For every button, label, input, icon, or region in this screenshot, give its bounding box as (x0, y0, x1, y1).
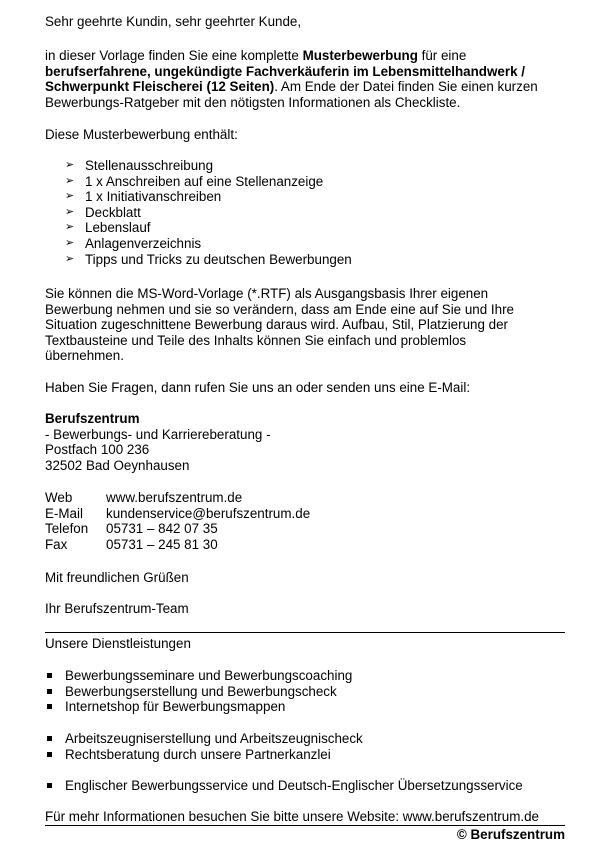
closing: Mit freundlichen Grüßen (45, 570, 189, 585)
usage-line: Situation zugeschnittene Bewerbung daraus wird. Aufbau, Stil, Platzierung der (45, 317, 509, 333)
contact-row-fax (45, 537, 565, 553)
usage-line: übernehmen. (45, 348, 124, 364)
intro-bold-profile: berufserfahrene, ungekündigte Fachverkäuferin im Lebensmittelhandwerk / (45, 63, 525, 79)
intro-bold-term: Musterbewerbung (302, 48, 418, 63)
arrow-bullet-icon: ➢ (65, 236, 75, 249)
company-name: Berufszentrum (45, 411, 140, 426)
square-bullet-icon (47, 752, 52, 757)
intro-text: . Am Ende der Datei finden Sie einen kurzen (274, 79, 538, 95)
services-list-1 (45, 668, 565, 715)
contact-email-link[interactable]: kundenservice@berufszentrum.de (106, 505, 311, 521)
usage-line: Sie können die MS-Word-Vorlage (*.RTF) als Ausgangsbasis Ihrer eigenen (45, 286, 489, 301)
contact-web-link[interactable]: www.berufszentrum.de (106, 490, 243, 505)
address-block (45, 411, 565, 473)
footer-info: Für mehr Informationen besuchen Sie bitte unsere Website: www.berufszentrum.de (45, 809, 539, 824)
contents-list (45, 158, 565, 267)
square-bullet-icon (47, 704, 52, 709)
postbox: Postfach 100 236 (45, 442, 150, 458)
intro-line-1 (45, 48, 565, 64)
salutation: Sehr geehrte Kundin, sehr geehrter Kunde, (45, 14, 302, 29)
contact-table (45, 490, 565, 552)
list-item: ➢ Tipps und Tricks zu deutschen Bewerbungen (65, 251, 352, 267)
square-bullet-icon (47, 689, 52, 694)
contents-heading: Diese Musterbewerbung enthält: (45, 127, 238, 142)
contact-phone: 05731 – 842 07 35 (106, 521, 218, 537)
services-heading: Unsere Dienstleistungen (45, 636, 191, 651)
signature: Ihr Berufszentrum-Team (45, 601, 189, 616)
intro-text: für eine (417, 48, 467, 63)
services-list-2 (45, 731, 565, 762)
contact-label: E-Mail (45, 505, 83, 521)
contact-label: Web (45, 490, 73, 505)
list-item: Internetshop für Bewerbungsmappen (45, 699, 565, 715)
company-tagline: - Bewerbungs- und Karriereberatung - (45, 426, 271, 442)
intro-text: in dieser Vorlage finden Sie eine komplette (45, 48, 303, 63)
intro-line-2 (45, 64, 565, 80)
questions-line: Haben Sie Fragen, dann rufen Sie uns an oder senden uns eine E-Mail: (45, 380, 471, 395)
usage-line: Bewerbung nehmen und sie so verändern, dass am Ende eine auf Sie und Ihre (45, 301, 514, 317)
contact-row-email (45, 506, 565, 522)
contact-label: Fax (45, 536, 68, 552)
city: 32502 Bad Oeynhausen (45, 457, 190, 473)
list-item: Arbeitszeugniserstellung und Arbeitszeugnischeck (45, 731, 565, 747)
intro-bold-focus: Schwerpunkt Fleischerei (12 Seiten) (45, 79, 275, 95)
arrow-bullet-icon: ➢ (65, 221, 75, 234)
contact-label: Telefon (45, 521, 89, 537)
arrow-bullet-icon: ➢ (65, 159, 75, 171)
usage-line: Textbausteine und Teile des Inhalts können Sie einfach und problemlos (45, 332, 467, 348)
list-item: Bewerbungserstellung und Bewerbungscheck (45, 684, 565, 700)
list-item: ➢ Lebenslauf (65, 220, 151, 236)
intro-line-4: Bewerbungs-Ratgeber mit den nötigsten Informationen als Checkliste. (45, 94, 461, 110)
square-bullet-icon (47, 736, 52, 741)
list-item: Englischer Bewerbungsservice und Deutsch-Englischer Übersetzungsservice (45, 778, 565, 794)
arrow-bullet-icon: ➢ (65, 174, 75, 187)
divider-top (45, 632, 565, 633)
list-item: ➢ Anlagenverzeichnis (65, 235, 202, 251)
contact-row-phone (45, 521, 565, 537)
list-item: Bewerbungsseminare und Bewerbungscoaching (45, 668, 565, 684)
services-list-3 (45, 778, 565, 794)
list-item: ➢ Stellenausschreibung (65, 158, 214, 173)
list-item: ➢ Deckblatt (65, 204, 141, 220)
arrow-bullet-icon: ➢ (65, 252, 75, 265)
contact-row-web (45, 490, 565, 506)
square-bullet-icon (47, 783, 52, 788)
list-item: ➢ 1 x Anschreiben auf eine Stellenanzeige (65, 173, 324, 189)
list-item: Rechtsberatung durch unsere Partnerkanzlei (45, 747, 565, 763)
intro-paragraph (45, 48, 565, 110)
divider-bottom (45, 825, 565, 826)
usage-paragraph (45, 286, 565, 364)
list-item: ➢ 1 x Initiativanschreiben (65, 189, 222, 205)
copyright: © Berufszentrum (456, 827, 565, 842)
square-bullet-icon (47, 673, 52, 678)
arrow-bullet-icon: ➢ (65, 190, 75, 203)
intro-line-3 (45, 79, 565, 95)
contact-fax: 05731 – 245 81 30 (106, 536, 218, 552)
arrow-bullet-icon: ➢ (65, 205, 75, 218)
